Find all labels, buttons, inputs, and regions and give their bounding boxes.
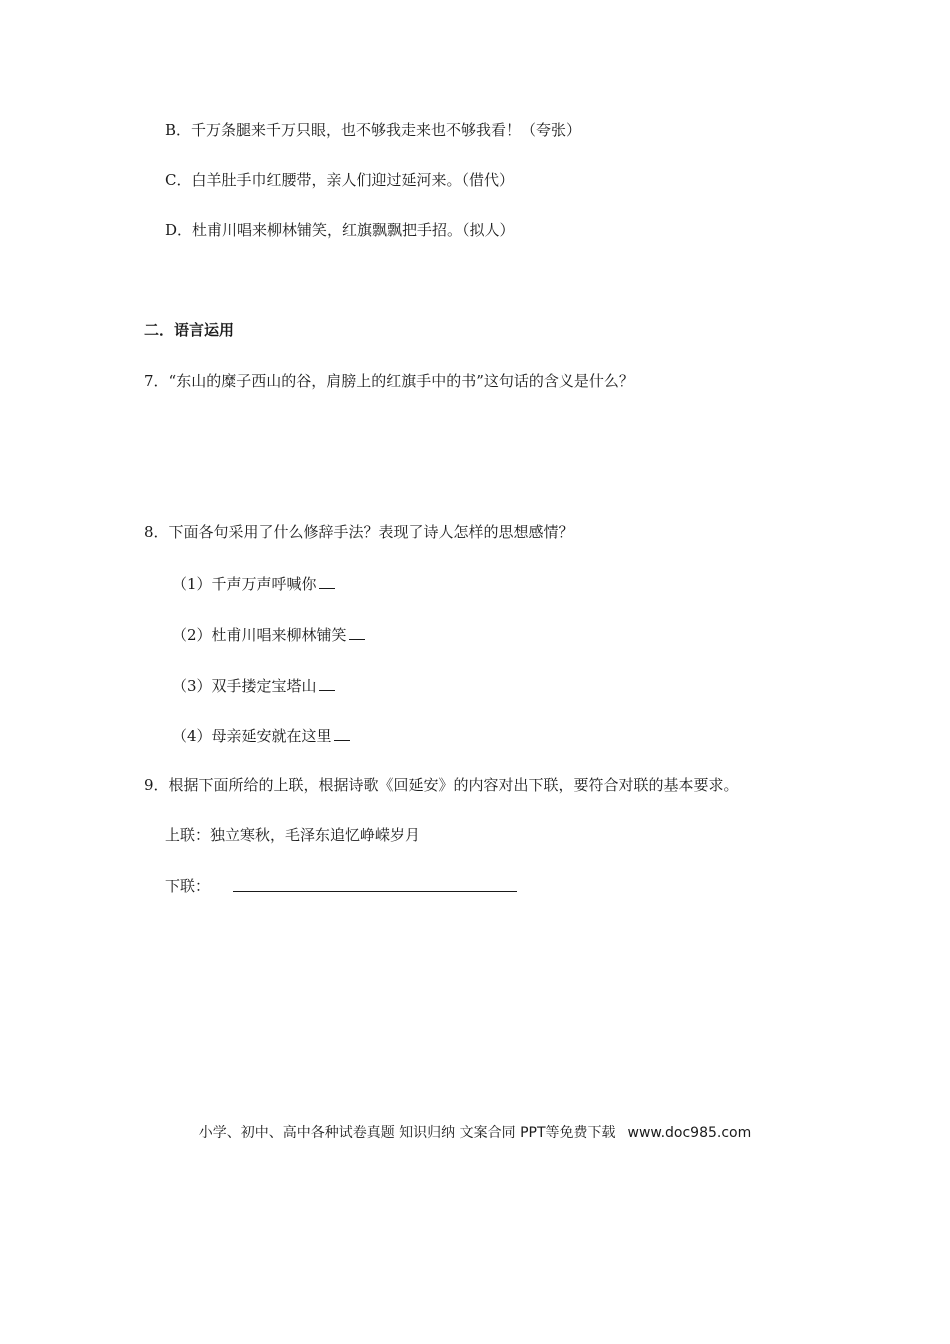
q8-item-4 <box>172 724 350 747</box>
section-title: 二．语言运用 <box>144 321 235 339</box>
q8-item-1 <box>172 572 335 595</box>
q8-item-3-text: （3）双手搂定宝塔山 <box>172 677 317 695</box>
q8-item-2 <box>172 623 365 646</box>
answer-blank[interactable] <box>349 623 365 640</box>
q8-item-1-text: （1）千声万声呼喊你 <box>172 575 317 593</box>
footer-url[interactable]: www.doc985.com <box>627 1125 752 1141</box>
question-8: 8．下面各句采用了什么修辞手法？表现了诗人怎样的思想感情？ <box>144 523 574 541</box>
option-c: C．白羊肚手巾红腰带，亲人们迎过延河来。（借代） <box>165 171 514 189</box>
q8-item-3 <box>172 674 335 697</box>
option-b: B．千万条腿来千万只眼，也不够我走来也不够我看！（夸张） <box>165 121 582 139</box>
answer-blank[interactable] <box>334 724 350 741</box>
lower-couplet-answer-line[interactable] <box>233 891 517 892</box>
answer-blank[interactable] <box>319 572 335 589</box>
q8-item-2-text: （2）杜甫川唱来柳林铺笑 <box>172 626 347 644</box>
answer-blank[interactable] <box>319 674 335 691</box>
option-d: D．杜甫川唱来柳林铺笑，红旗飘飘把手招。（拟人） <box>165 221 515 239</box>
footer-text: 小学、初中、高中各种试卷真题 知识归纳 文案合同 PPT等免费下载 <box>198 1125 616 1141</box>
question-7: 7．“东山的糜子西山的谷，肩膀上的红旗手中的书”这句话的含义是什么？ <box>144 372 634 390</box>
question-9: 9．根据下面所给的上联，根据诗歌《回延安》的内容对出下联，要符合对联的基本要求。 <box>144 776 739 794</box>
upper-couplet: 上联：独立寒秋，毛泽东追忆峥嵘岁月 <box>165 826 421 844</box>
footer <box>0 1123 950 1143</box>
lower-couplet-label: 下联： <box>165 877 211 895</box>
q8-item-4-text: （4）母亲延安就在这里 <box>172 727 332 745</box>
